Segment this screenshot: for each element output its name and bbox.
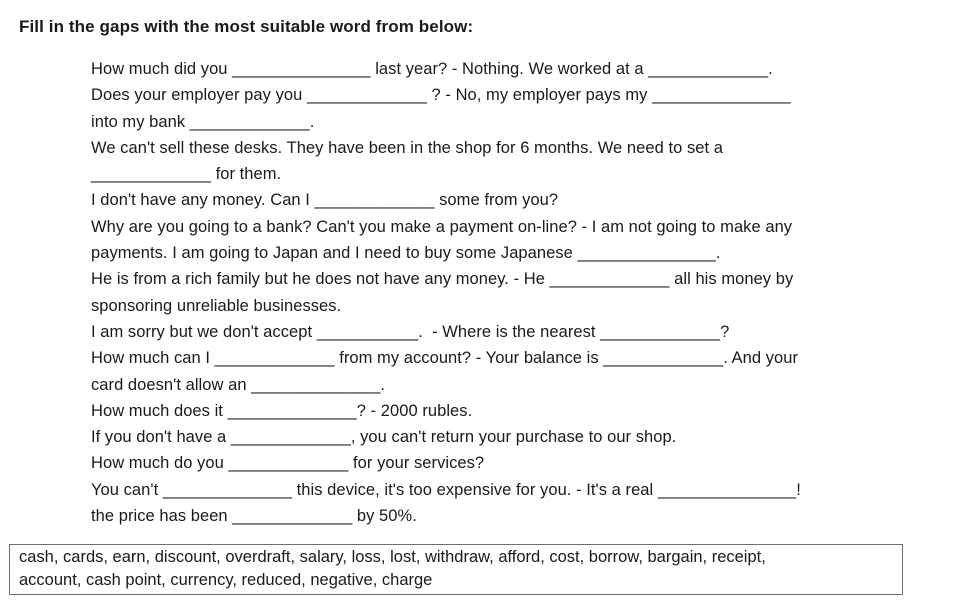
- exercise-line: sponsoring unreliable businesses.: [91, 296, 342, 315]
- exercise-line: I am sorry but we don't accept ___________. - Where is the nearest _____________?: [91, 322, 730, 341]
- exercise-line: How much did you _______________ last year? - Nothing. We worked at a _____________.: [91, 60, 773, 78]
- exercise-line: How much can I _____________ from my account? - Your balance is _____________. And your: [91, 349, 799, 368]
- exercise-line: the price has been _____________ by 50%.: [91, 507, 417, 526]
- exercise-line: into my bank _____________.: [91, 112, 315, 131]
- exercise-line: If you don't have a _____________, you can't return your purchase to our shop.: [91, 428, 677, 447]
- exercise-line: I don't have any money. Can I _____________ some from you?: [91, 191, 559, 210]
- exercise-line: How much do you _____________ for your services?: [91, 454, 485, 473]
- exercise-line: payments. I am going to Japan and I need to buy some Japanese _______________.: [91, 244, 721, 263]
- instructions-heading: Fill in the gaps with the most suitable word from below:: [19, 17, 474, 36]
- exercise-line: card doesn't allow an ______________.: [91, 375, 385, 394]
- exercise-line: He is from a rich family but he does not have any money. - He _____________ all his money by: [91, 270, 794, 289]
- word-bank-box: [9, 544, 903, 595]
- exercise-line: Does your employer pay you _____________ ? - No, my employer pays my _______________: [91, 86, 791, 105]
- exercise-line: _____________ for them.: [91, 165, 282, 184]
- exercise-line: How much does it ______________? - 2000 rubles.: [91, 401, 473, 420]
- exercise-line: Why are you going to a bank? Can't you make a payment on-line? - I am not going to make any: [91, 217, 793, 236]
- exercise-line: You can't ______________ this device, it's too expensive for you. - It's a real _______________!: [91, 480, 801, 499]
- word-bank-line: cash, cards, earn, discount, overdraft, salary, loss, lost, withdraw, afford, cost, borrow, bargain, receipt,: [19, 548, 766, 566]
- word-bank-line: account, cash point, currency, reduced, negative, charge: [19, 571, 433, 589]
- exercise-lines: [91, 56, 801, 529]
- exercise-line: We can't sell these desks. They have been in the shop for 6 months. We need to set a: [91, 138, 723, 157]
